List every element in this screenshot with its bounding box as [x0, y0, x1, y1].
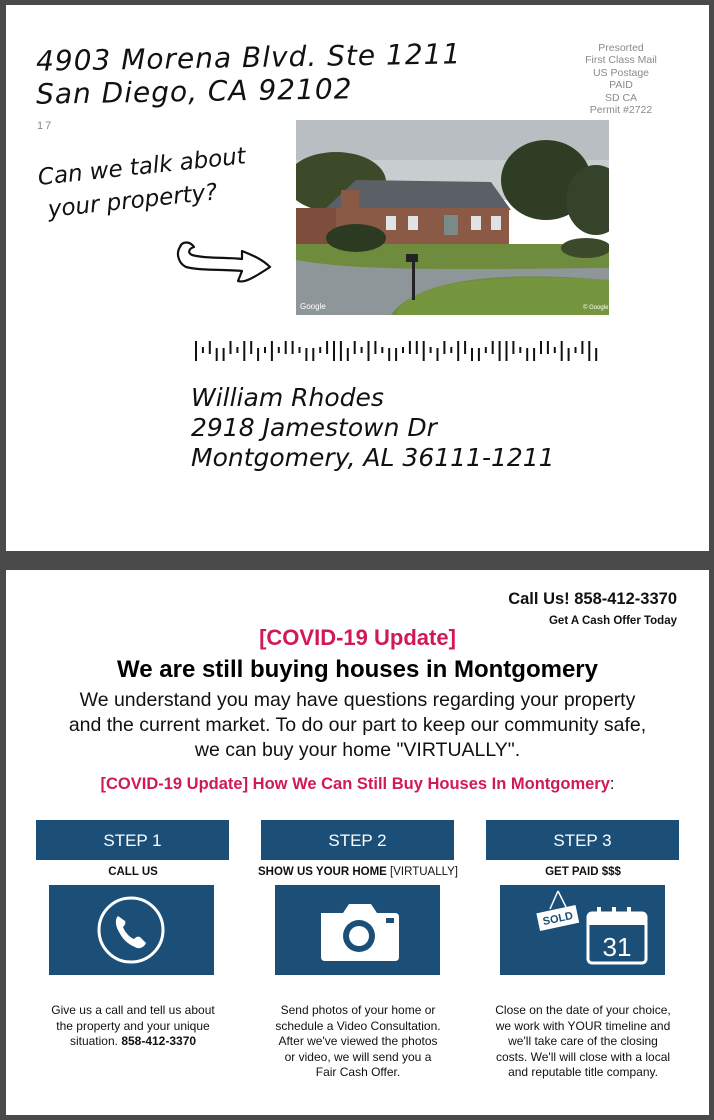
barcode-bar: [430, 347, 432, 353]
barcode-bar: [506, 341, 508, 361]
barcode-bar: [243, 341, 245, 361]
desc-line: and reputable title company.: [508, 1065, 658, 1079]
barcode-bar: [568, 348, 570, 361]
barcode-bar: [285, 341, 287, 354]
step-1-phone: 858-412-3370: [121, 1034, 197, 1048]
return-address-line2: San Diego, CA 92102: [35, 72, 353, 111]
postage-line: First Class Mail: [585, 54, 657, 67]
call-us-phone: Call Us! 858-412-3370: [508, 590, 677, 608]
barcode-bar: [581, 341, 583, 354]
postage-line: PAID: [609, 79, 633, 92]
barcode-bar: [450, 347, 452, 353]
desc-line: Give us a call and tell us about: [51, 1003, 215, 1017]
postage-indicia: [571, 42, 671, 116]
intro-paragraph: [26, 688, 689, 763]
step-1-description: [33, 1003, 233, 1050]
desc-line: schedule a Video Consultation.: [275, 1018, 441, 1033]
barcode-bar: [381, 347, 383, 353]
barcode-bar: [347, 348, 349, 361]
postage-line: Presorted: [598, 42, 644, 54]
sold-tag-text: SOLD: [541, 909, 575, 929]
barcode-bar: [368, 341, 370, 361]
imb-barcode: [193, 341, 603, 361]
barcode-bar: [485, 347, 487, 353]
google-watermark: Google: [300, 302, 326, 311]
barcode-bar: [437, 348, 439, 361]
barcode-bar: [326, 341, 328, 354]
barcode-bar: [257, 348, 259, 361]
barcode-bar: [416, 341, 418, 354]
step-3-title: [468, 866, 698, 878]
intro-line: We understand you may have questions regarding your property: [79, 689, 636, 711]
steps-subheading: [6, 775, 709, 794]
recipient-street: 2918 Jamestown Dr: [191, 413, 437, 442]
barcode-bar: [478, 348, 480, 361]
google-copyright: © Google: [583, 305, 609, 311]
hand-drawn-arrow-icon: [172, 233, 282, 293]
barcode-bar: [402, 347, 404, 353]
intro-line: we can buy your home "VIRTUALLY".: [194, 739, 521, 761]
property-street-view-photo: [296, 120, 609, 315]
recipient-name: William Rhodes: [191, 383, 384, 412]
desc-line: we work with YOUR timeline and: [495, 1018, 671, 1033]
barcode-bar: [423, 341, 425, 361]
barcode-bar: [209, 341, 211, 354]
handwritten-question-line2: your property?: [46, 179, 219, 223]
desc-line: Send photos of your home or: [280, 1003, 436, 1017]
barcode-bar: [471, 348, 473, 361]
postcard-back: [6, 570, 709, 1115]
barcode-bar: [554, 347, 556, 353]
barcode-bar: [388, 348, 390, 361]
subhead-text: [COVID-19 Update] How We Can Still Buy Houses In Montgomery: [100, 775, 610, 793]
step-2-description: [258, 1003, 458, 1081]
desc-line: Close on the date of your choice,: [495, 1003, 671, 1017]
desc-text: situation.: [69, 1034, 118, 1048]
covid-update-title: [COVID-19 Update]: [259, 625, 456, 650]
barcode-bar: [236, 347, 238, 353]
barcode-bar: [512, 341, 514, 354]
barcode-bar: [464, 341, 466, 354]
desc-line: Fair Cash Offer.: [315, 1065, 401, 1079]
postage-line: Permit #2722: [589, 104, 653, 117]
camera-icon: [275, 885, 440, 975]
barcode-bar: [492, 341, 494, 354]
barcode-bar: [340, 341, 342, 361]
barcode-bar: [457, 341, 459, 361]
step-2-banner: STEP 2: [261, 820, 454, 860]
calendar-day: 31: [602, 932, 632, 962]
barcode-bar: [395, 348, 397, 361]
postcard-front: [6, 5, 709, 551]
desc-line: or video, we will send you a: [284, 1049, 432, 1064]
handwritten-question-line1: Can we talk about: [36, 143, 248, 191]
step-title-suffix: [VIRTUALLY]: [386, 866, 458, 878]
barcode-bar: [588, 341, 590, 361]
desc-line: costs. We'll will close with a local: [495, 1049, 671, 1064]
step-3-banner: STEP 3: [486, 820, 679, 860]
step-3-icon-box: [500, 885, 665, 975]
barcode-bar: [547, 341, 549, 354]
barcode-bar: [271, 341, 273, 361]
step-title-text: GET PAID $$$: [545, 866, 621, 878]
step-1-icon-box: [49, 885, 214, 975]
barcode-bar: [540, 341, 542, 354]
barcode-bar: [195, 341, 197, 361]
barcode-bar: [575, 347, 577, 353]
step-1-title: [18, 866, 248, 878]
barcode-bar: [250, 341, 252, 354]
step-3-description: [483, 1003, 683, 1081]
postage-line: SD CA: [604, 91, 638, 104]
barcode-bar: [526, 348, 528, 361]
barcode-bar: [292, 341, 294, 354]
barcode-bar: [216, 348, 218, 361]
calendar-icon: [500, 885, 665, 975]
subhead-colon: :: [609, 775, 615, 793]
intro-line: and the current market. To do our part to keep our community safe,: [68, 714, 647, 736]
barcode-bar: [319, 347, 321, 353]
return-address-line1: 4903 Morena Blvd. Ste 1211: [35, 37, 462, 78]
barcode-bar: [519, 347, 521, 353]
barcode-bar: [230, 341, 232, 354]
step-title-text: SHOW US YOUR HOME: [257, 866, 387, 878]
barcode-bar: [409, 341, 411, 354]
barcode-bar: [299, 347, 301, 353]
desc-line: we'll take care of the closing: [508, 1034, 658, 1048]
barcode-bar: [333, 341, 335, 361]
step-title-text: CALL US: [108, 866, 158, 878]
barcode-bar: [533, 348, 535, 361]
barcode-bar: [305, 348, 307, 361]
step-1-banner: STEP 1: [36, 820, 229, 860]
step-2-title: [243, 866, 473, 878]
barcode-bar: [499, 341, 501, 361]
step-2-icon-box: [275, 885, 440, 975]
mail-sequence-number: 17: [37, 120, 54, 132]
barcode-bar: [264, 347, 266, 353]
desc-line: After we've viewed the photos: [278, 1034, 438, 1048]
recipient-city-line: Montgomery, AL 36111-1211: [191, 443, 555, 472]
barcode-bar: [443, 341, 445, 354]
barcode-bar: [595, 348, 597, 361]
headline: We are still buying houses in Montgomery: [117, 656, 598, 683]
barcode-bar: [374, 341, 376, 354]
sold-tag-icon: [536, 905, 579, 931]
barcode-bar: [354, 341, 356, 354]
cash-offer-tagline: Get A Cash Offer Today: [548, 615, 677, 627]
phone-icon: [49, 885, 214, 975]
postage-line: US Postage: [592, 66, 650, 79]
barcode-bar: [202, 347, 204, 353]
barcode-bar: [312, 348, 314, 361]
desc-line: the property and your unique: [56, 1018, 210, 1033]
barcode-bar: [278, 347, 280, 353]
barcode-bar: [361, 347, 363, 353]
barcode-bar: [561, 341, 563, 361]
barcode-bar: [223, 348, 225, 361]
desc-line: [33, 1034, 233, 1050]
